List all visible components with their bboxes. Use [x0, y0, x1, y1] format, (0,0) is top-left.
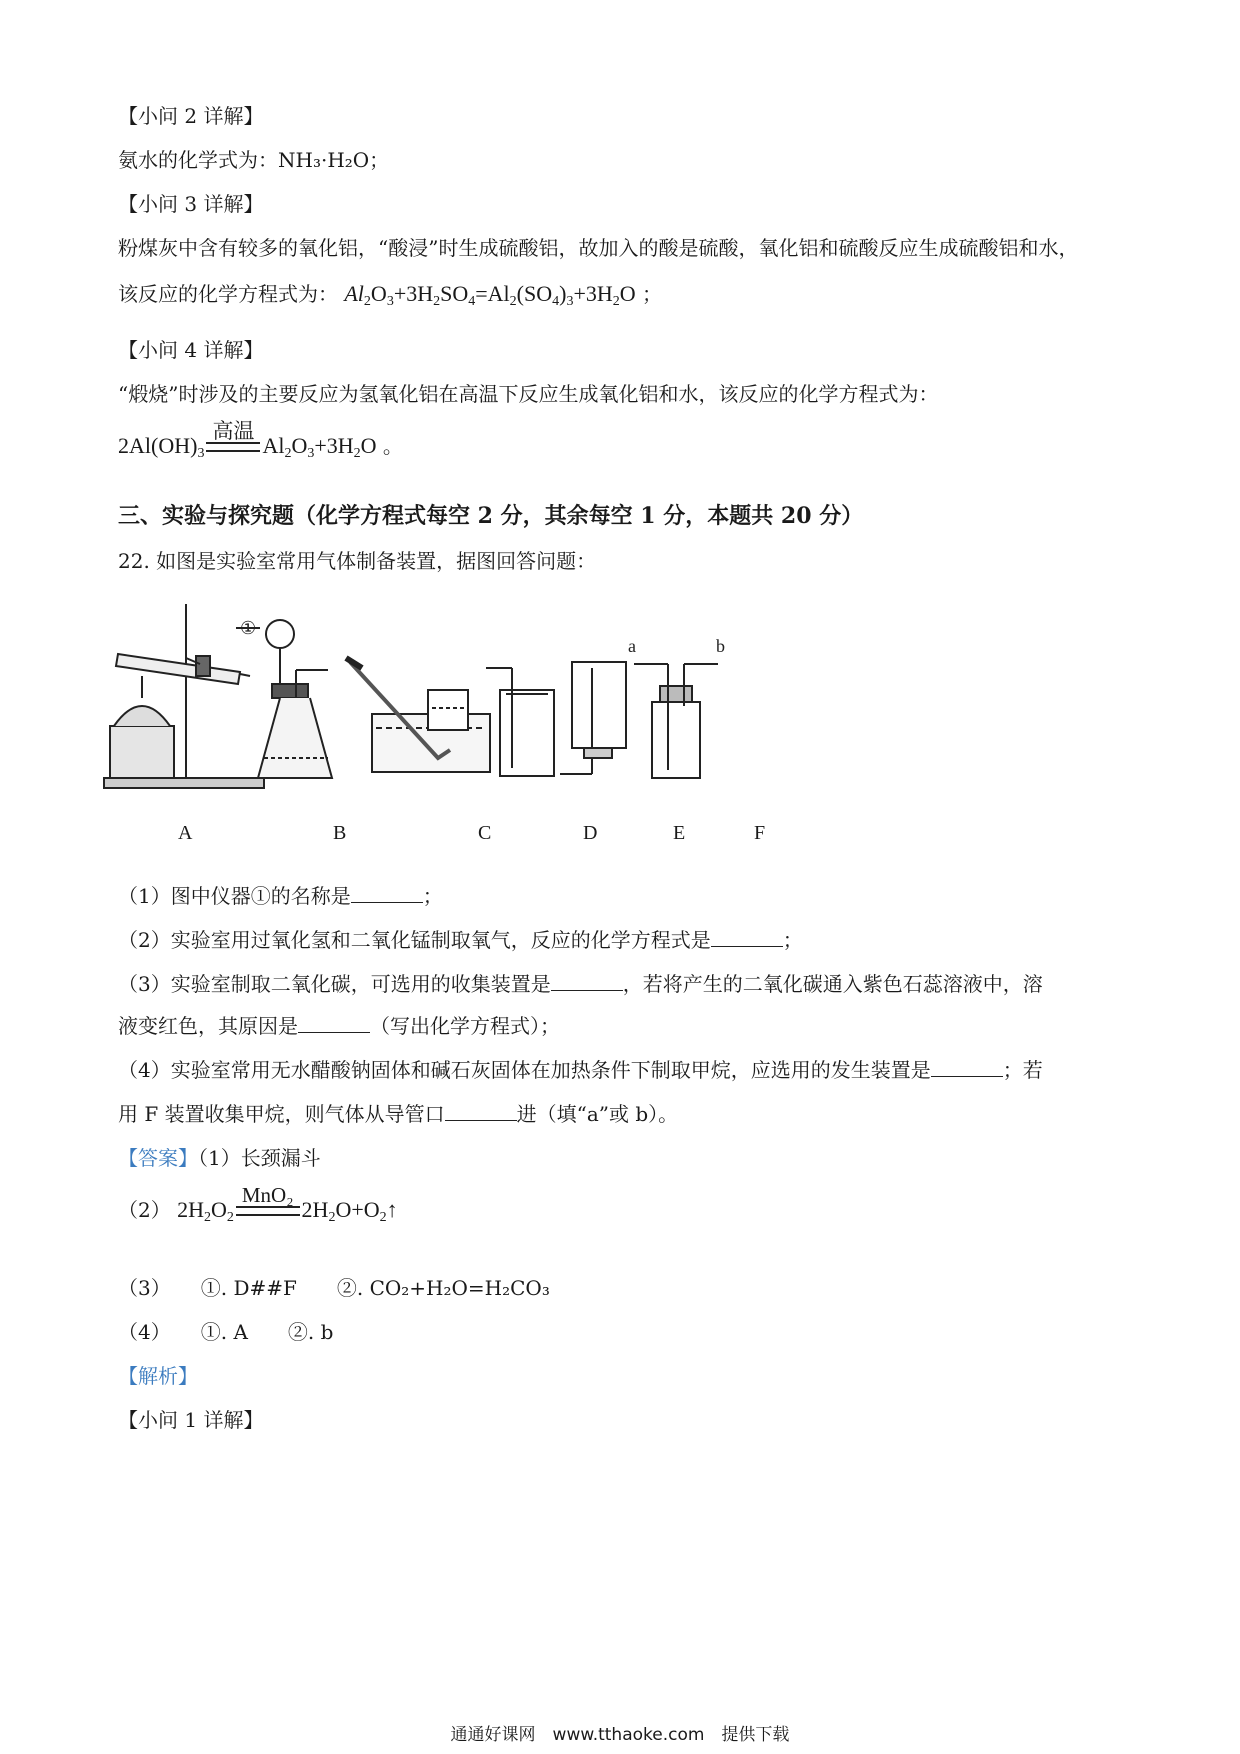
apparatus-b — [236, 620, 332, 778]
sub3-text-d: （写出化学方程式）； — [370, 1014, 560, 1038]
sub-question-3-line1 — [118, 970, 1043, 998]
sub4-text-d: 进（填“a”或 b）。 — [516, 1102, 679, 1126]
q4-header: 【小问 4 详解】 — [118, 338, 264, 362]
blank-4b — [445, 1102, 517, 1121]
port-a-label: a — [628, 636, 636, 656]
port-b-label: b — [716, 636, 725, 656]
label-f: F — [754, 822, 766, 844]
sub4-text-b: ；若 — [1002, 1058, 1043, 1082]
answer-2-condition-arrow — [236, 1184, 300, 1223]
sub3-text-b: ，若将产生的二氧化碳通入紫色石蕊溶液中，溶 — [622, 972, 1043, 996]
blank-3a — [551, 972, 623, 991]
answer-line-4: （4） ①. A ②. b — [118, 1320, 334, 1344]
label-d: D — [583, 822, 598, 844]
apparatus-d — [486, 668, 554, 776]
q1-header: 【小问 1 详解】 — [118, 1408, 264, 1432]
sub1-end: ； — [422, 884, 443, 908]
q4-suffix: 。 — [382, 434, 403, 458]
sub-question-2 — [118, 926, 803, 954]
sub3-text: （3）实验室制取二氧化碳，可选用的收集装置是 — [118, 972, 551, 996]
q4-equation: $2Al(OH)_3$ 高温 $Al_2O_3+3H_2O$ — [118, 419, 377, 461]
label-e: E — [673, 822, 686, 844]
blank-3b — [298, 1014, 370, 1033]
sub4-text-c: 用 F 装置收集甲烷，则气体从导管口 — [118, 1102, 445, 1126]
sub3-text-c: 液变红色，其原因是 — [118, 1014, 298, 1038]
blank-1 — [351, 884, 423, 903]
section-title: 三、实验与探究题（化学方程式每空 2 分，其余每空 1 分，本题共 20 分） — [118, 503, 864, 529]
sub2-end: ； — [782, 928, 803, 952]
q3-line2-suffix: ； — [641, 282, 662, 306]
q4-condition-arrow — [206, 420, 260, 459]
q22-intro: 22. 如图是实验室常用气体制备装置，据图回答问题： — [118, 549, 597, 573]
sub1-text: （1）图中仪器①的名称是 — [118, 884, 351, 908]
answer-1: （1）长颈漏斗 — [198, 1146, 321, 1170]
answer-line-1 — [118, 1144, 321, 1172]
q3-line2-prefix: 该反应的化学方程式为： — [118, 282, 338, 306]
sub-question-3-line2 — [118, 1012, 560, 1040]
answer-2-condition: MnO₂ — [241, 1183, 294, 1207]
answer-line-3: （3） ①. D##F ②. CO₂+H₂O=H₂CO₃ — [118, 1276, 550, 1300]
q3-equation: $Al_2O_3+3H_2SO_4=Al_2(SO_4)_3+3H_2O$ — [344, 281, 636, 309]
label-c: C — [478, 822, 492, 844]
q4-equation-line — [118, 420, 403, 459]
page-footer: 通通好课网 www.tthaoke.com 提供下载 — [450, 1725, 790, 1745]
q3-line1: 粉煤灰中含有较多的氧化铝，“酸浸”时生成硫酸铝，故加入的酸是硫酸，氧化铝和硫酸反应生成硫酸铝和水， — [118, 236, 1079, 260]
label-a: A — [178, 822, 193, 844]
analysis-label: 【解析】 — [118, 1364, 198, 1388]
q4-text: “煅烧”时涉及的主要反应为氢氧化铝在高温下反应生成氧化铝和水，该反应的化学方程式为： — [118, 382, 939, 406]
apparatus-f — [634, 664, 718, 778]
apparatus-labels — [0, 822, 1240, 852]
q3-header: 【小问 3 详解】 — [118, 192, 264, 216]
answer-2-prefix: （2） — [118, 1198, 171, 1222]
apparatus-c — [346, 658, 490, 772]
sub4-text: （4）实验室常用无水醋酸钠固体和碱石灰固体在加热条件下制取甲烷，应选用的发生装置是 — [118, 1058, 931, 1082]
sub2-text: （2）实验室用过氧化氢和二氧化锰制取氧气，反应的化学方程式是 — [118, 928, 711, 952]
blank-2 — [711, 928, 783, 947]
q4-condition: 高温 — [212, 419, 255, 443]
q2-text: 氨水的化学式为：NH₃·H₂O； — [118, 148, 390, 172]
blank-4a — [931, 1058, 1003, 1077]
label-b: B — [333, 822, 347, 844]
q3-line2 — [118, 280, 662, 308]
apparatus-figure — [100, 598, 840, 818]
circle-label: ① — [240, 618, 257, 638]
answer-2-equation: $2H_2O_2$ MnO₂ $2H_2O+O_2↑$ — [177, 1183, 398, 1225]
sub-question-4-line1 — [118, 1056, 1043, 1084]
apparatus-e — [560, 662, 626, 774]
answer-label: 【答案】 — [118, 1146, 198, 1170]
q2-header: 【小问 2 详解】 — [118, 104, 264, 128]
sub-question-4-line2 — [118, 1100, 678, 1128]
sub-question-1 — [118, 882, 443, 910]
answer-line-2 — [118, 1184, 398, 1223]
